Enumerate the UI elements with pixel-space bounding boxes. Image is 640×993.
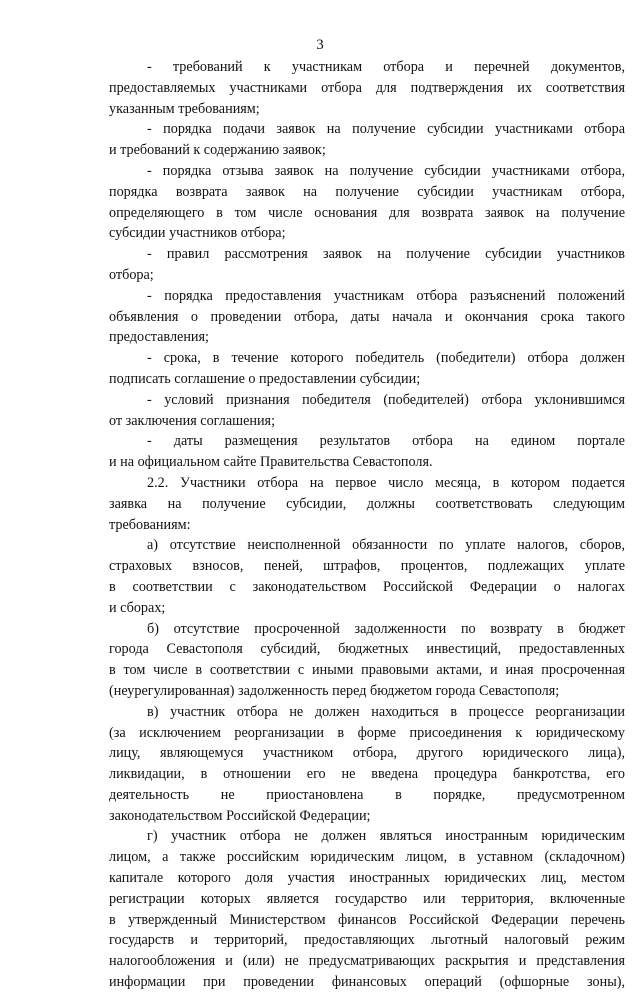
text-line: отбора; bbox=[109, 266, 154, 283]
text-line: объявления о проведении отбора, даты начала и окончания срока такого bbox=[109, 308, 625, 325]
text-line: порядка возврата заявок на получение субсидии участникам отбора, bbox=[109, 183, 625, 200]
text-line: б) отсутствие просроченной задолженности по возврату в бюджет bbox=[147, 620, 625, 637]
text-line: - даты размещения результатов отбора на едином портале bbox=[147, 433, 625, 450]
text-line: - срока, в течение которого победитель (победители) отбора должен bbox=[147, 350, 625, 367]
text-line: информации при проведении финансовых операций (офшорные зоны), bbox=[109, 974, 625, 991]
text-line: в) участник отбора не должен находиться в процессе реорганизации bbox=[147, 703, 625, 720]
text-line: капитале которого доля участия иностранных юридических лиц, местом bbox=[109, 870, 625, 887]
text-line: законодательством Российской Федерации; bbox=[109, 807, 371, 824]
text-line: - порядка отзыва заявок на получение субсидии участниками отбора, bbox=[147, 162, 625, 179]
text-line: деятельность не приостановлена в порядке, предусмотренном bbox=[109, 786, 625, 803]
text-line: ликвидации, в отношении его не введена процедура банкротства, его bbox=[109, 766, 625, 783]
text-line: налогообложения и (или) не предусматривающих раскрытия и представления bbox=[109, 953, 625, 970]
text-line: субсидии участников отбора; bbox=[109, 225, 286, 242]
text-line: подписать соглашение о предоставлении субсидии; bbox=[109, 370, 421, 387]
text-line: в утвержденный Министерством финансов Российской Федерации перечень bbox=[109, 911, 625, 928]
text-line: (неурегулированная) задолженность перед бюджетом города Севастополя; bbox=[109, 682, 560, 699]
text-line: в том числе в соответствии с иными правовыми актами, и иная просроченная bbox=[109, 662, 625, 679]
text-line: лицом, а также российским юридическим лицом, в уставном (складочном) bbox=[109, 849, 625, 866]
text-line: требованиям: bbox=[109, 516, 191, 533]
document-body bbox=[109, 57, 625, 993]
text-line: государств и территорий, предоставляющих льготный налоговый режим bbox=[109, 932, 625, 949]
text-line: предоставления; bbox=[109, 329, 209, 346]
text-line: указанным требованиям; bbox=[109, 100, 260, 117]
text-line: а) отсутствие неисполненной обязанности по уплате налогов, сборов, bbox=[147, 537, 625, 554]
text-line: - порядка подачи заявок на получение субсидии участниками отбора bbox=[147, 121, 625, 138]
text-line: - порядка предоставления участникам отбора разъяснений положений bbox=[147, 287, 625, 304]
text-line: - правил рассмотрения заявок на получение субсидии участников bbox=[147, 246, 625, 263]
text-line: - требований к участникам отбора и перечней документов, bbox=[147, 59, 625, 75]
text-line: страховых взносов, пеней, штрафов, процентов, подлежащих уплате bbox=[109, 558, 625, 575]
text-line: 2.2. Участники отбора на первое число месяца, в котором подается bbox=[147, 474, 625, 491]
text-line: и на официальном сайте Правительства Севастополя. bbox=[109, 454, 433, 471]
text-line: (за исключением реорганизации в форме присоединения к юридическому bbox=[109, 724, 625, 741]
text-line: - условий признания победителя (победителей) отбора уклонившимся bbox=[147, 391, 625, 408]
text-line: г) участник отбора не должен являться иностранным юридическим bbox=[147, 828, 625, 845]
text-line: регистрации которых является государство или территория, включенные bbox=[109, 890, 625, 907]
text-line: города Севастополя субсидий, бюджетных инвестиций, предоставленных bbox=[109, 641, 625, 658]
text-line: лицу, являющемуся участником отбора, другого юридического лица), bbox=[109, 745, 625, 762]
text-line: определяющего в том числе основания для возврата заявок на получение bbox=[109, 204, 625, 221]
text-line: предоставляемых участниками отбора для подтверждения их соответствия bbox=[109, 79, 625, 96]
text-line: от заключения соглашения; bbox=[109, 412, 276, 429]
text-line: и сборах; bbox=[109, 599, 166, 616]
text-line: заявка на получение субсидии, должны соответствовать следующим bbox=[109, 495, 625, 512]
text-line: и требований к содержанию заявок; bbox=[109, 142, 326, 159]
page-number: 3 bbox=[316, 37, 324, 53]
text-line: в соответствии с законодательством Российской Федерации о налогах bbox=[109, 578, 625, 595]
